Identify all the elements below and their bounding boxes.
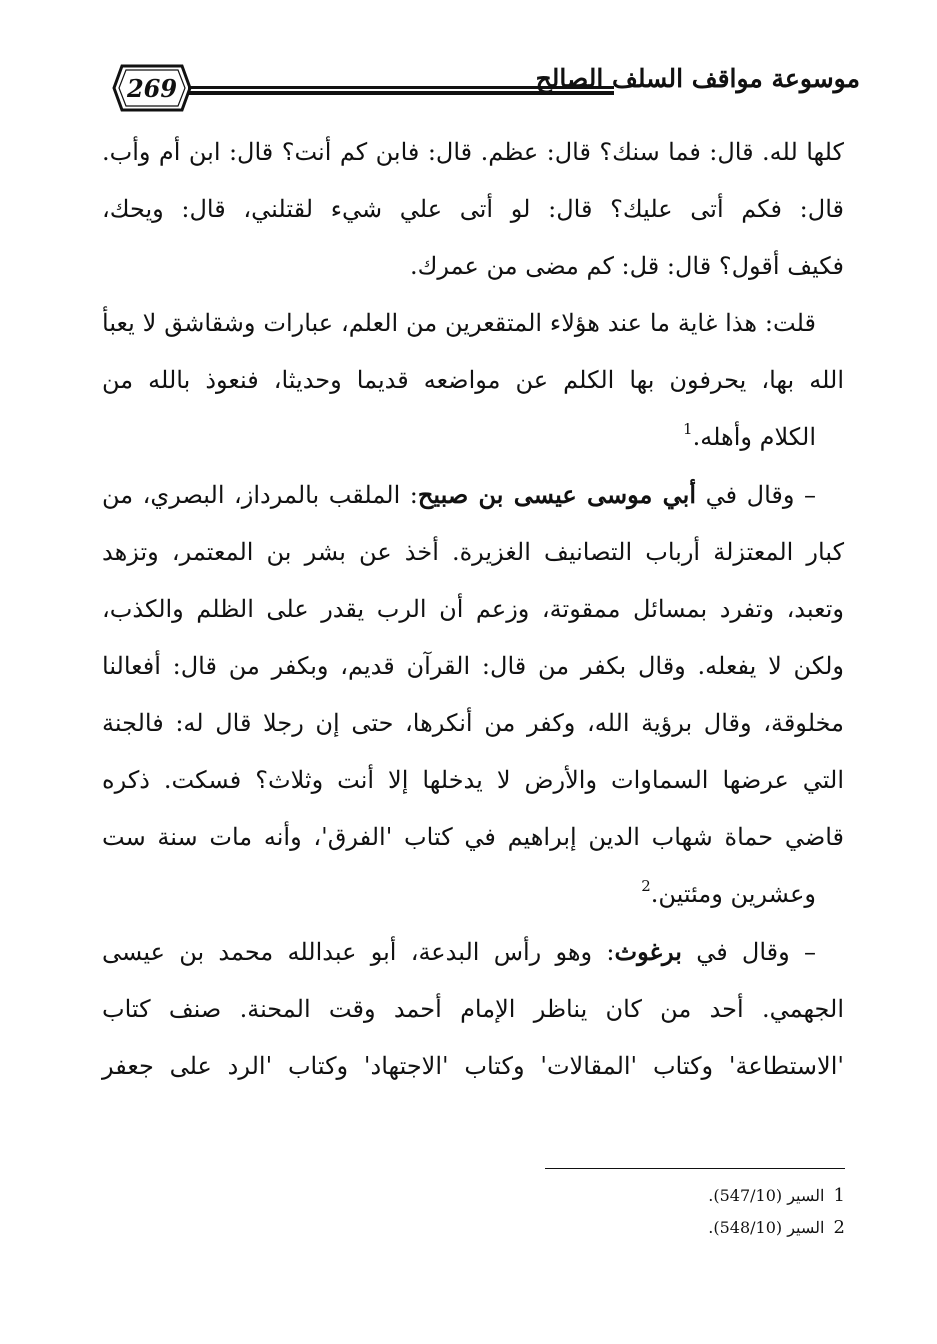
- footnote-text: السير (547/10).: [708, 1186, 825, 1205]
- last-line-text: وعشرين ومئتين.: [650, 880, 816, 908]
- person-name: برغوث: [614, 937, 682, 966]
- main-text: [102, 124, 844, 1095]
- footnotes: [545, 1180, 845, 1244]
- paragraph-last-line: فكيف أقول؟ قال: قل: كم مضى من عمرك.: [409, 252, 844, 280]
- page-header: [112, 56, 860, 120]
- paragraph-last-line: [102, 866, 844, 923]
- footnote: [545, 1180, 845, 1212]
- paragraph-text: : الملقب بالمرداز، البصري، من كبار المعتزلة أرباب التصانيف الغزيرة. أخذ عن بشر بن المعتمر، وتزهد وتعبد، وتفرد بمسائل ممقوتة، وزعم أن الرب يقدر على الظلم والكذب، ولكن لا يفعله. وقال بكفر من قال: القرآن قديم، وبكفر من قال: أفعالنا مخلوقة، وقال برؤية الله، وكفر من أنكرها، حتى إن رجلا قال له: فالجنة التي عرضها السماوات والأرض لا يدخلها إلا أنت وثلاث؟ فسكت. ذكره قاضي حماة شهاب الدين إبراهيم في كتاب 'الفرق'، وأنه مات سنة ست: [102, 481, 844, 851]
- footnote-ref: 1: [683, 420, 693, 438]
- footnote: [545, 1212, 845, 1244]
- paragraph: [102, 923, 844, 1095]
- paragraph: [102, 466, 844, 923]
- page-number: 269: [126, 74, 178, 103]
- footnote-number: 2: [833, 1217, 845, 1238]
- person-name: أبي موسى عيسى بن صبيح: [417, 480, 697, 509]
- paragraph: [102, 124, 844, 295]
- page-number-badge: [112, 62, 192, 114]
- paragraph-text: قلت: هذا غاية ما عند هؤلاء المتقعرين من العلم، عبارات وشقاشق لا يعبأ الله بها، يحرفون بها الكلم عن مواضعه قديما وحديثا، فنعوذ بالله من: [102, 309, 844, 394]
- series-title: موسوعة مواقف السلف الصالح: [535, 64, 860, 93]
- footnote-number: 1: [833, 1185, 845, 1206]
- paragraph-text: : وهو رأس البدعة، أبو عبدالله محمد بن عيسى الجهمي. أحد من كان يناظر الإمام أحمد وقت المحنة. صنف كتاب 'الاستطاعة' وكتاب 'المقالات' وكتاب 'الاجتهاد' وكتاب 'الرد على جعفر: [102, 938, 844, 1080]
- paragraph-lead: – وقال في: [696, 481, 817, 509]
- paragraph-last-line: [102, 409, 844, 466]
- paragraph-lead: – وقال في: [681, 938, 816, 966]
- last-line-text: الكلام وأهله.: [692, 423, 816, 451]
- footnote-ref: 2: [641, 877, 651, 895]
- paragraph: [102, 295, 844, 466]
- paragraph-text: كلها لله. قال: فما سنك؟ قال: عظم. قال: فابن كم أنت؟ قال: ابن أم وأب. قال: فكم أتى عليك؟ قال: لو أتى علي شيء لقتلني، قال: ويحك،: [102, 138, 844, 223]
- footnote-text: السير (548/10).: [708, 1218, 825, 1237]
- footnote-separator: [545, 1168, 845, 1169]
